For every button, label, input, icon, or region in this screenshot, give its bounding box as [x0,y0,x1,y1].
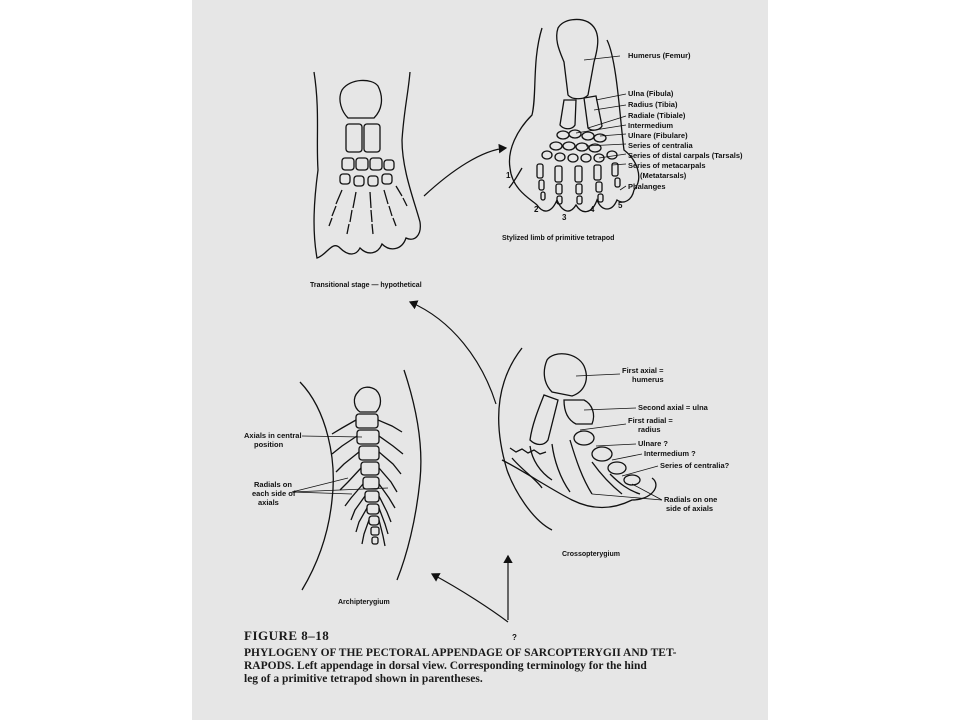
archipterygium-title: Archipterygium [338,599,390,606]
label-intermedium: Intermedium [628,121,674,130]
arrow-crossopterygium-to-transitional [410,302,496,404]
label-ulnare-fibulare: Ulnare (Fibulare) [628,131,688,140]
label-second-axial-ulna: Second axial = ulna [638,403,708,412]
arrow-ancestor-to-archipterygium [432,574,508,622]
figure-page [192,0,768,720]
arrow-transitional-to-tetrapod [424,148,506,196]
label-radials-axials: axials [258,498,279,507]
label-radials-each-side: each side of [252,489,296,498]
label-radials-on: Radials on [254,480,292,489]
digit-number-1: 1 [506,171,511,180]
label-axials-central-2: position [254,440,284,449]
label-metatarsals: (Metatarsals) [640,171,687,180]
phylogeny-diagram [192,0,768,720]
label-series-centralia: Series of centralia [628,141,693,150]
figure-title-line-3: leg of a primitive tetrapod shown in parentheses. [244,673,483,685]
crossopterygium-leaders [576,374,662,500]
transitional-stage-title: Transitional stage — hypothetical [310,282,422,289]
digit-numbers [506,171,623,222]
label-distal-carpals: Series of distal carpals (Tarsals) [628,151,743,160]
transitional-stage-drawing [314,72,420,258]
label-first-axial: First axial = [622,366,664,375]
crossopterygium-labels [622,366,730,513]
label-ulna-fibula: Ulna (Fibula) [628,89,674,98]
phylogeny-arrows [410,148,508,622]
archipterygium-drawing [300,370,421,590]
figure-title-line-1: PHYLOGENY OF THE PECTORAL APPENDAGE OF SARCOPTERYGII AND TET- [244,647,677,659]
digit-number-2: 2 [534,205,539,214]
stylized-limb-title: Stylized limb of primitive tetrapod [502,235,615,242]
label-intermedium-question: Intermedium ? [644,449,696,458]
label-series-centralia-question: Series of centralia? [660,461,730,470]
label-radials-one-side-2: side of axials [666,504,714,513]
label-phalanges: Phalanges [628,182,666,191]
label-radius-tibia: Radius (Tibia) [628,100,678,109]
label-first-radial: First radial = [628,416,673,425]
label-humerus-femur: Humerus (Femur) [628,51,691,60]
digit-number-5: 5 [618,201,623,210]
figure-caption [244,628,764,686]
figure-title-line-2: RAPODS. Left appendage in dorsal view. Corresponding terminology for the hind [244,660,647,672]
label-first-radial-radius: radius [638,425,661,434]
label-radiale-tibiale: Radiale (Tibiale) [628,111,686,120]
figure-number: FIGURE 8–18 [244,628,330,643]
digit-number-3: 3 [562,213,567,222]
archipterygium-labels [244,431,302,507]
label-first-axial-humerus: humerus [632,375,664,384]
label-radials-one-side: Radials on one [664,495,718,504]
unknown-ancestor-mark: ? [512,633,517,642]
label-metacarpals: Series of metacarpals [628,161,706,170]
archipterygium-leaders [292,436,388,494]
label-axials-central: Axials in central [244,431,302,440]
label-ulnare-question: Ulnare ? [638,439,669,448]
stylized-limb-labels [628,51,743,191]
crossopterygium-title: Crossopterygium [562,551,620,558]
stylized-limb-drawing [509,20,639,212]
digit-number-4: 4 [590,205,595,214]
